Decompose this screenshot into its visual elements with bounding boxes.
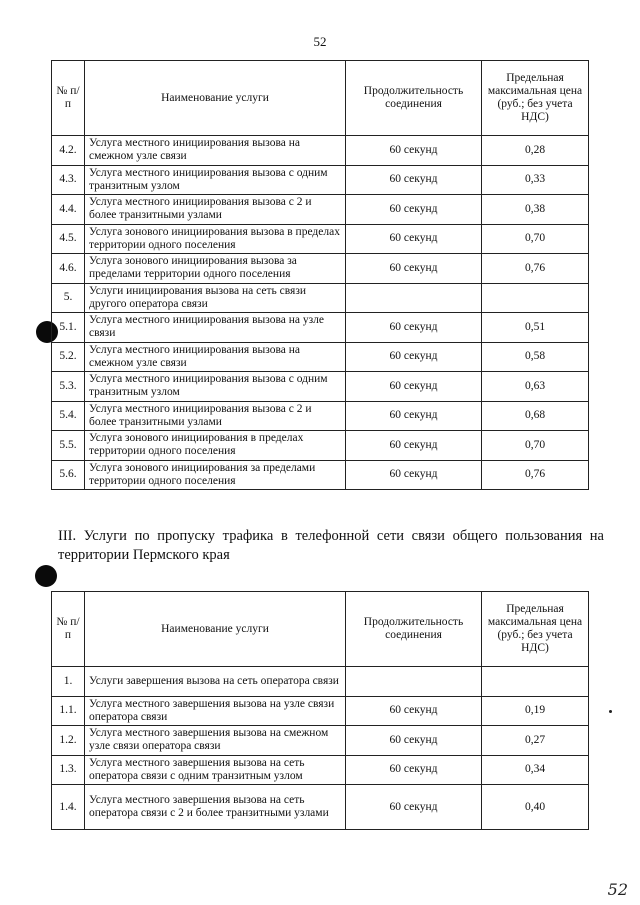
duration: 60 секунд: [346, 254, 482, 284]
row-number: 5.5.: [52, 431, 85, 461]
service-name: Услуга местного завершения вызова на узле связи оператора связи: [85, 696, 346, 726]
price: 0,58: [482, 342, 589, 372]
table-row: [52, 401, 589, 431]
table-row: [52, 224, 589, 254]
row-number: 4.6.: [52, 254, 85, 284]
table-row: [52, 785, 589, 830]
service-name: Услуга местного инициирования вызова с одним транзитным узлом: [85, 372, 346, 402]
row-number: 5.6.: [52, 460, 85, 490]
row-number: 4.2.: [52, 136, 85, 166]
row-number: 4.5.: [52, 224, 85, 254]
table-row: [52, 372, 589, 402]
service-name: Услуги инициирования вызова на сеть связи другого оператора связи: [85, 283, 346, 313]
header-service-name: Наименование услуги: [85, 61, 346, 136]
table-row: [52, 667, 589, 697]
handwritten-page-mark: 52: [607, 880, 628, 899]
service-name: Услуга зонового инициирования за пределами территории одного поселения: [85, 460, 346, 490]
table-row: [52, 283, 589, 313]
price: 0,19: [482, 696, 589, 726]
row-number: 1.3.: [52, 755, 85, 785]
row-number: 4.3.: [52, 165, 85, 195]
price: 0,63: [482, 372, 589, 402]
service-name: Услуга местного завершения вызова на смежном узле связи оператора связи: [85, 726, 346, 756]
service-name: Услуга зонового инициирования вызова за пределами территории одного поселения: [85, 254, 346, 284]
row-number: 1.: [52, 667, 85, 697]
row-number: 5.: [52, 283, 85, 313]
table-header-row: [52, 61, 589, 136]
row-number: 4.4.: [52, 195, 85, 225]
table-row: [52, 136, 589, 166]
duration: 60 секунд: [346, 165, 482, 195]
price: 0,68: [482, 401, 589, 431]
duration: 60 секунд: [346, 726, 482, 756]
duration: 60 секунд: [346, 431, 482, 461]
row-number: 5.4.: [52, 401, 85, 431]
service-name: Услуга местного завершения вызова на сеть оператора связи с одним транзитным узлом: [85, 755, 346, 785]
service-name: Услуга зонового инициирования в пределах территории одного поселения: [85, 431, 346, 461]
duration: 60 секунд: [346, 313, 482, 343]
price: 0,51: [482, 313, 589, 343]
scan-speck: [609, 710, 612, 713]
price: 0,70: [482, 431, 589, 461]
header-price: Предельная максимальная цена (руб.; без учета НДС): [482, 61, 589, 136]
duration: 60 секунд: [346, 136, 482, 166]
header-price: Предельная максимальная цена (руб.; без учета НДС): [482, 592, 589, 667]
duration: 60 секунд: [346, 696, 482, 726]
price: 0,28: [482, 136, 589, 166]
duration: 60 секунд: [346, 755, 482, 785]
duration: 60 секунд: [346, 195, 482, 225]
service-name: Услуга местного инициирования вызова с 2 и более транзитными узлами: [85, 195, 346, 225]
duration: 60 секунд: [346, 372, 482, 402]
tariff-table-origination: [51, 60, 589, 490]
row-number: 5.1.: [52, 313, 85, 343]
section-title: III. Услуги по пропуску трафика в телефонной сети связи общего пользования на территории Пермского края: [58, 528, 604, 563]
page-number: 52: [313, 34, 327, 49]
price: [482, 283, 589, 313]
price: 0,76: [482, 460, 589, 490]
row-number: 1.1.: [52, 696, 85, 726]
duration: 60 секунд: [346, 785, 482, 830]
duration: 60 секунд: [346, 460, 482, 490]
header-duration: Продолжительность соединения: [346, 592, 482, 667]
table-row: [52, 195, 589, 225]
table-header-row: [52, 592, 589, 667]
service-name: Услуга местного инициирования вызова на смежном узле связи: [85, 136, 346, 166]
header-service-name: Наименование услуги: [85, 592, 346, 667]
header-duration: Продолжительность соединения: [346, 61, 482, 136]
price: 0,40: [482, 785, 589, 830]
table-row: [52, 342, 589, 372]
price: 0,27: [482, 726, 589, 756]
table-row: [52, 460, 589, 490]
service-name: Услуга местного инициирования вызова на узле связи: [85, 313, 346, 343]
service-name: Услуга зонового инициирования вызова в пределах территории одного поселения: [85, 224, 346, 254]
row-number: 5.3.: [52, 372, 85, 402]
service-name: Услуга местного завершения вызова на сеть оператора связи с 2 и более транзитными узлами: [85, 785, 346, 830]
duration: 60 секунд: [346, 342, 482, 372]
duration: [346, 283, 482, 313]
price: [482, 667, 589, 697]
price: 0,38: [482, 195, 589, 225]
tariff-table-termination: [51, 591, 589, 830]
header-num: № п/п: [52, 61, 85, 136]
table-row: [52, 755, 589, 785]
price: 0,33: [482, 165, 589, 195]
service-name: Услуга местного инициирования вызова с 2 и более транзитными узлами: [85, 401, 346, 431]
service-name: Услуга местного инициирования вызова с одним транзитным узлом: [85, 165, 346, 195]
table-row: [52, 254, 589, 284]
price: 0,76: [482, 254, 589, 284]
price: 0,70: [482, 224, 589, 254]
table-row: [52, 165, 589, 195]
duration: [346, 667, 482, 697]
table-row: [52, 313, 589, 343]
duration: 60 секунд: [346, 224, 482, 254]
row-number: 5.2.: [52, 342, 85, 372]
row-number: 1.4.: [52, 785, 85, 830]
service-name: Услуги завершения вызова на сеть оператора связи: [85, 667, 346, 697]
punch-hole: [35, 565, 57, 587]
row-number: 1.2.: [52, 726, 85, 756]
service-name: Услуга местного инициирования вызова на смежном узле связи: [85, 342, 346, 372]
table-row: [52, 726, 589, 756]
header-num: № п/п: [52, 592, 85, 667]
table-row: [52, 431, 589, 461]
table-row: [52, 696, 589, 726]
price: 0,34: [482, 755, 589, 785]
duration: 60 секунд: [346, 401, 482, 431]
